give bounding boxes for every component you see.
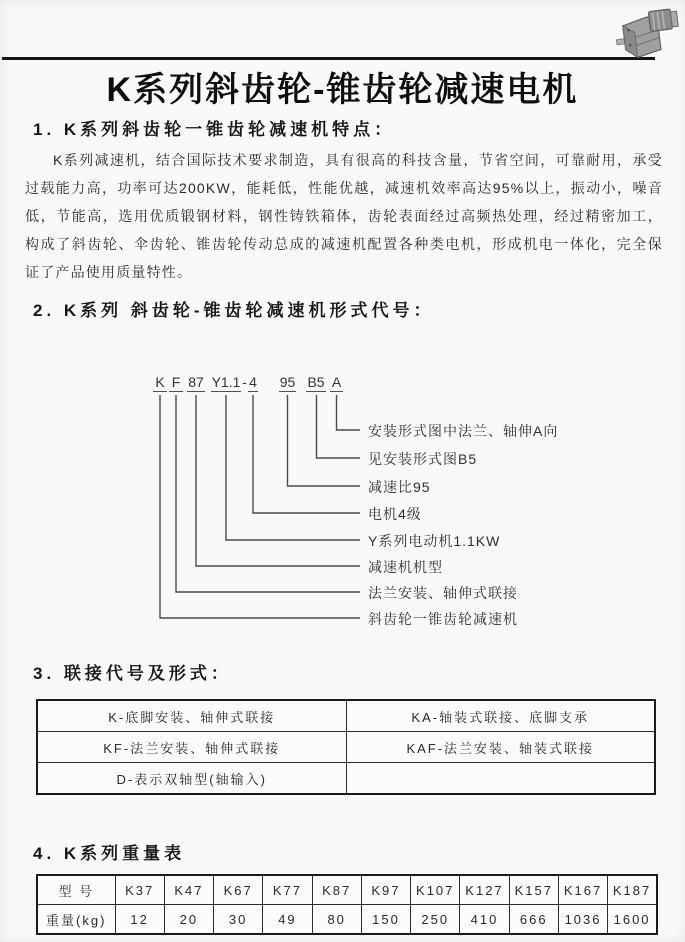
connector-4 [253, 395, 360, 513]
callout-label-frame: 减速机机型 [368, 559, 443, 575]
callout-label-motor: Y系列电动机1.1KW [368, 533, 501, 549]
section2-heading: 2. K系列 斜齿轮-锥齿轮减速机形式代号： [33, 301, 435, 320]
connection-cell-kf: KF-法兰安装、轴伸式联接 [37, 732, 346, 763]
code-part-A: A [331, 374, 342, 390]
code-part-F: F [169, 374, 183, 392]
connector-A [337, 395, 361, 430]
connection-cell-k: K-底脚安装、轴伸式联接 [37, 700, 346, 732]
model-cell: K67 [214, 875, 263, 905]
connection-cell-ka: KA-轴装式联接、底脚支承 [346, 700, 655, 732]
table-row-weights [37, 905, 657, 935]
callout-label-flange: 法兰安装、轴伸式联接 [368, 585, 518, 601]
model-header-cell: 型 号 [37, 875, 115, 905]
weight-cell: 12 [115, 905, 164, 935]
model-cell: K87 [312, 875, 361, 905]
model-cell: K77 [263, 875, 312, 905]
code-part-K: K [153, 374, 167, 392]
weight-cell: 250 [411, 905, 460, 935]
connection-code-table [36, 699, 656, 795]
callout-connector-lines [150, 395, 370, 625]
table-row [37, 763, 655, 795]
connection-cell-d: D-表示双轴型(轴输入) [37, 763, 346, 795]
code-part-4: 4 [249, 374, 257, 390]
model-cell: K157 [509, 875, 558, 905]
table-row [37, 700, 655, 732]
code-part-B5: B5 [307, 374, 325, 390]
model-cell: K107 [411, 875, 460, 905]
code-part-Y1-1: Y1.1 [211, 374, 241, 390]
callout-label-mounting-a: 安装形式图中法兰、轴伸A向 [368, 423, 559, 439]
weight-table [36, 874, 658, 935]
connection-cell-empty [346, 763, 655, 795]
weight-cell: 1600 [608, 905, 657, 935]
connector-Y1-1 [226, 395, 360, 540]
connector-K [160, 395, 360, 618]
connection-cell-kaf: KAF-法兰安装、轴装式联接 [346, 732, 655, 763]
section1-heading: 1. K系列斜齿轮一锥齿轮减速机特点： [33, 120, 396, 139]
code-part-87: 87 [188, 374, 204, 390]
callout-label-gear-type: 斜齿轮一锥齿轮减速机 [368, 611, 518, 627]
section3-heading: 3. 联接代号及形式： [33, 664, 232, 683]
gearmotor-product-image [613, 6, 681, 62]
callout-label-poles: 电机4级 [368, 506, 422, 522]
header-rule [2, 57, 655, 60]
table-row-models [37, 875, 657, 905]
weight-cell: 666 [509, 905, 558, 935]
table-row [37, 732, 655, 763]
weight-cell: 80 [312, 905, 361, 935]
connector-B5 [317, 395, 361, 458]
model-cell: K127 [460, 875, 509, 905]
model-cell: K97 [361, 875, 410, 905]
model-cell: K187 [608, 875, 657, 905]
callout-label-ratio: 减速比95 [368, 479, 431, 495]
section1-body: K系列减速机，结合国际技术要求制造，具有很高的科技含量，节省空间，可靠耐用，承受过载能力高，功率可达200KW，能耗低，性能优越，减速机效率高达95%以上，振动小，噪音低，节能高，选用优质锻钢材料，钢性铸铁箱体，齿轮表面经过高频热处理，经过精密加工，构成了斜齿轮、伞齿轮、锥齿轮传动总成的减速机配置各种类电机，形成机电一体化，完全保证了产品使用质量特性。 [25, 152, 663, 280]
connector-95 [288, 395, 361, 486]
model-cell: K167 [558, 875, 607, 905]
weight-header-cell: 重量(kg) [37, 905, 115, 935]
code-part-dash: - [242, 374, 247, 390]
section4-heading: 4. K系列重量表 [33, 844, 186, 863]
code-part-95: 95 [279, 374, 296, 390]
motor-endcap-shape [670, 11, 678, 27]
model-cell: K37 [115, 875, 164, 905]
weight-cell: 49 [263, 905, 312, 935]
weight-cell: 20 [164, 905, 213, 935]
weight-cell: 410 [460, 905, 509, 935]
weight-cell: 30 [214, 905, 263, 935]
weight-cell: 1036 [558, 905, 607, 935]
page-title: K系列斜齿轮-锥齿轮减速电机 [106, 71, 579, 109]
weight-cell: 150 [361, 905, 410, 935]
callout-label-b5: 见安装形式图B5 [368, 451, 478, 467]
connector-F [176, 395, 360, 592]
model-cell: K47 [164, 875, 213, 905]
